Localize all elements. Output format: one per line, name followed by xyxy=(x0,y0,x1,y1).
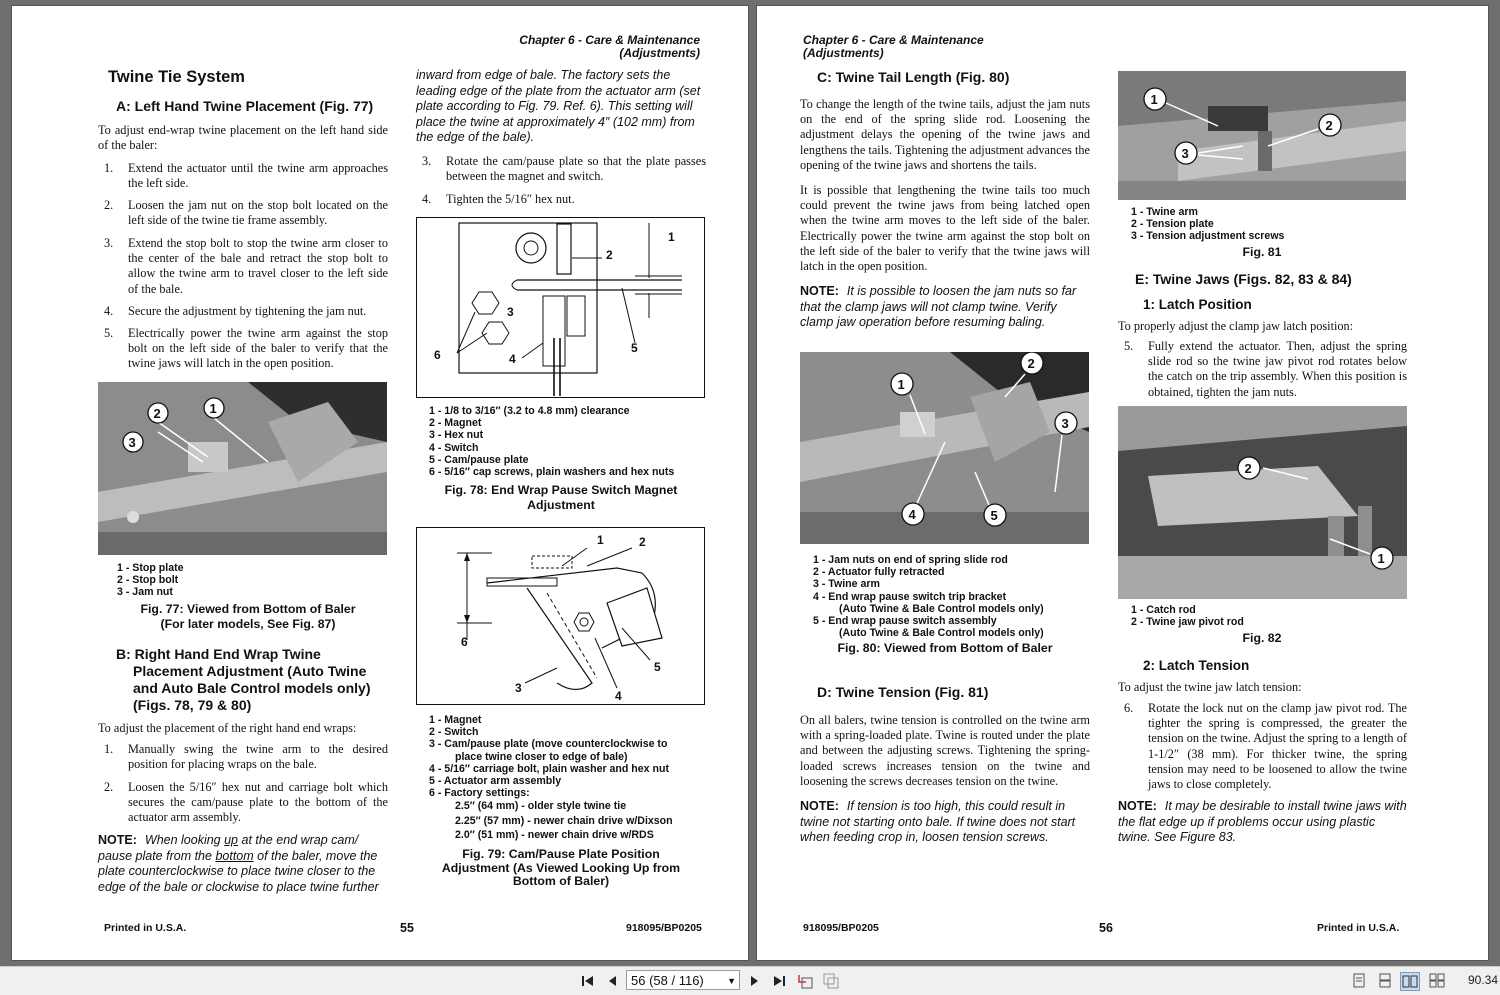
footer-right: 918095/BP0205 xyxy=(626,922,702,934)
continuous-facing-view-button[interactable] xyxy=(1428,972,1446,989)
diagram-label: 4 xyxy=(615,689,622,703)
diagram-label: 5 xyxy=(654,660,661,674)
subsection-title: 1: Latch Position xyxy=(1143,297,1252,312)
fig78-illustration xyxy=(417,218,704,397)
note-label: NOTE: xyxy=(98,833,137,847)
step-number: 2. xyxy=(104,780,114,794)
subsection-title: D: Twine Tension (Fig. 81) xyxy=(817,684,989,700)
caption-line: Fig. 79: Cam/Pause Plate Position xyxy=(462,847,660,861)
page-number: 56 xyxy=(1099,921,1113,935)
step-number: 3. xyxy=(104,236,114,250)
legend-item: 2.5″ (64 mm) - older style twine tie xyxy=(455,800,627,813)
continuous-page-icon xyxy=(1379,973,1391,988)
callout-label: 3 xyxy=(1061,416,1069,431)
continuous-facing-icon xyxy=(1429,973,1445,988)
fig81-illustration xyxy=(1118,71,1406,200)
footer-left: Printed in U.S.A. xyxy=(104,922,187,934)
list-item xyxy=(104,742,388,772)
list-item xyxy=(1124,339,1407,400)
step-text: Rotate the lock nut on the clamp jaw pivot rod. The tighter the spring is compressed, the greater the tension on the twine. Adjust the spring to a length of 1-1/2″ (38 mm). For thicker twine, the spring tension may need to be loosened to allow the twine jaws to close completely. xyxy=(1148,701,1407,792)
fig81-caption: Fig. 81 xyxy=(1242,245,1282,259)
note-text: It is possible to loosen the jam nuts so far that the clamp jaws will not clamp twine. Verify clamp jaw operation before resuming baling. xyxy=(800,284,1077,329)
pdf-toolbar xyxy=(0,966,1500,995)
diagram-label: 6 xyxy=(434,348,441,362)
legend-item: 5 - End wrap pause switch assembly xyxy=(813,615,997,628)
section-title: Twine Tie System xyxy=(108,68,245,86)
facing-pages-icon xyxy=(1402,975,1418,988)
continuous-view-button[interactable] xyxy=(1376,972,1394,989)
note-label: NOTE: xyxy=(800,799,839,813)
legend-item: (Auto Twine & Bale Control models only) xyxy=(839,627,1044,640)
single-page-icon xyxy=(1353,973,1365,988)
step-text: Manually swing the twine arm to the desired position for placing wraps on the bale. xyxy=(128,742,388,772)
caption-line: Adjustment (As Viewed Looking Up from xyxy=(441,860,681,875)
fig82-legend xyxy=(1131,604,1244,628)
previous-view-button[interactable] xyxy=(795,971,815,991)
callout-label: 1 xyxy=(897,377,905,392)
next-view-button[interactable] xyxy=(821,971,841,991)
footer-left: 918095/BP0205 xyxy=(803,922,879,934)
diagram-label: 3 xyxy=(515,681,522,695)
fig77-photo xyxy=(98,382,387,555)
fig77-legend xyxy=(117,562,184,599)
list-item xyxy=(104,198,388,228)
fig81-legend xyxy=(1131,206,1284,243)
list-item xyxy=(422,192,706,207)
step-number: 5. xyxy=(104,326,114,340)
header-line: (Adjustments) xyxy=(803,46,884,60)
step-text: Loosen the jam nut on the stop bolt located on the left side of the twine tie frame assembly. xyxy=(128,198,388,228)
note-emphasis: up xyxy=(224,833,239,847)
legend-item: 6 - Factory settings: xyxy=(429,787,530,800)
fig80-caption: Fig. 80: Viewed from Bottom of Baler xyxy=(837,641,1053,655)
legend-item: 2 - Twine jaw pivot rod xyxy=(1131,616,1244,629)
legend-item: 4 - 5/16″ carriage bolt, plain washer and hex nut xyxy=(429,762,669,775)
list-item xyxy=(422,154,706,184)
page-55 xyxy=(12,6,748,960)
diagram-label: 6 xyxy=(461,635,468,649)
fig79-legend xyxy=(429,714,673,843)
fig77-caption xyxy=(98,602,398,631)
last-page-icon xyxy=(772,975,786,987)
fig79-caption xyxy=(416,848,706,889)
facing-view-button[interactable] xyxy=(1400,972,1420,991)
prev-page-icon xyxy=(607,975,617,987)
legend-item: 3 - Jam nut xyxy=(117,586,173,599)
note xyxy=(98,833,390,895)
header-line: (Adjustments) xyxy=(619,46,700,60)
legend-item: 4 - Switch xyxy=(429,441,479,454)
paragraph: To properly adjust the clamp jaw latch position: xyxy=(1118,319,1354,333)
page-number-input[interactable] xyxy=(626,970,740,990)
legend-item: 2 - Switch xyxy=(429,726,479,739)
callout-label: 3 xyxy=(1181,146,1189,161)
footer-right: Printed in U.S.A. xyxy=(1317,922,1400,934)
step-text: Fully extend the actuator. Then, adjust the spring slide rod so the twine jaw pivot rod rotates below the catch on the trip assembly. When this position is obtained, tighten the jam nuts. xyxy=(1148,339,1407,399)
first-page-button[interactable] xyxy=(578,971,598,991)
paragraph: To change the length of the twine tails, adjust the jam nuts on the end of the spring slide rod. Loosening the adjustment delays the opening of the twine jaws and lengthens the tails. Tightening the adjustment advances the opening of the twine jaws and shortens the tails. xyxy=(800,97,1090,172)
note-emphasis: bottom xyxy=(215,848,254,863)
fig81-photo xyxy=(1118,71,1406,200)
note-continued: inward from edge of bale. The factory sets the leading edge of the plate from the actuator arm (set plate according to Fig. 79. Ref. 6). This setting will place the twine at approximately 4″ (102 mm) from the edge of the bale). xyxy=(416,68,701,144)
previous-view-icon xyxy=(797,973,813,989)
note xyxy=(1118,799,1408,846)
paragraph: To adjust the placement of the right hand end wraps: xyxy=(98,721,357,735)
title-line: and Auto Bale Control models only) xyxy=(133,680,371,696)
legend-item: 1 - 1/8 to 3/16″ (3.2 to 4.8 mm) clearance xyxy=(429,405,630,417)
fig80-photo xyxy=(800,352,1089,544)
callout-label: 2 xyxy=(153,406,161,421)
caption-line: Adjustment xyxy=(527,497,595,512)
subsection-title: A: Left Hand Twine Placement (Fig. 77) xyxy=(116,98,374,114)
fig82-illustration xyxy=(1118,406,1407,599)
list-item xyxy=(104,780,388,826)
prev-page-button[interactable] xyxy=(602,971,622,991)
step-text: Tighten the 5/16″ hex nut. xyxy=(446,192,575,206)
diagram-label: 3 xyxy=(507,305,514,319)
legend-item: 2.0″ (51 mm) - newer chain drive w/RDS xyxy=(455,829,654,842)
header-line: Chapter 6 - Care & Maintenance xyxy=(803,33,984,47)
legend-item: 5 - Cam/pause plate xyxy=(429,453,529,466)
fig78-caption xyxy=(416,483,706,512)
caption-line: (For later models, See Fig. 87) xyxy=(160,616,336,631)
legend-item: 1 - Twine arm xyxy=(1131,206,1198,218)
callout-label: 1 xyxy=(1377,551,1385,566)
note-text: It may be desirable to install twine jaws with the flat edge up if problems occur using plastic twine. See Figure 83. xyxy=(1118,799,1407,844)
legend-item: 2 - Actuator fully retracted xyxy=(813,566,945,579)
fig79-diagram xyxy=(416,527,705,705)
note-text: of the baler, move the plate counterclockwise to place twine closer to the edge of the bale or clockwise to place twine further xyxy=(98,848,379,894)
note xyxy=(800,799,1092,846)
first-page-icon xyxy=(581,975,595,987)
fig78-legend xyxy=(429,405,674,478)
fig82-photo xyxy=(1118,406,1407,599)
legend-item: 2 - Magnet xyxy=(429,417,482,430)
next-page-button[interactable] xyxy=(745,971,765,991)
fig77-illustration xyxy=(98,382,387,555)
list-item xyxy=(104,236,388,297)
legend-item: (Auto Twine & Bale Control models only) xyxy=(839,602,1044,615)
title-line: B: Right Hand End Wrap Twine xyxy=(116,646,321,662)
diagram-label: 5 xyxy=(631,341,638,355)
diagram-label: 1 xyxy=(597,533,604,547)
page-56 xyxy=(757,6,1488,960)
legend-item: 3 - Cam/pause plate (move counterclockwise to xyxy=(429,738,668,751)
step-number: 2. xyxy=(104,198,114,212)
step-text: Rotate the cam/pause plate so that the plate passes between the magnet and switch. xyxy=(446,154,706,184)
diagram-label: 1 xyxy=(668,230,675,244)
legend-item: 3 - Hex nut xyxy=(429,429,484,442)
note-label: NOTE: xyxy=(1118,799,1157,813)
fig80-legend xyxy=(813,554,1044,639)
fig80-illustration xyxy=(800,352,1089,544)
legend-item: 4 - End wrap pause switch trip bracket xyxy=(813,590,1007,603)
legend-item: place twine closer to edge of bale) xyxy=(455,750,628,763)
header-line: Chapter 6 - Care & Maintenance xyxy=(519,33,700,47)
legend-item: 1 - Jam nuts on end of spring slide rod xyxy=(813,554,1008,566)
step-number: 6. xyxy=(1124,701,1134,715)
callout-label: 2 xyxy=(1325,118,1333,133)
legend-item: 3 - Tension adjustment screws xyxy=(1131,230,1285,243)
step-number: 4. xyxy=(422,192,432,206)
callout-label: 1 xyxy=(209,401,217,416)
page-header xyxy=(432,34,700,60)
step-number: 5. xyxy=(1124,339,1134,353)
legend-item: 2 - Tension plate xyxy=(1131,218,1214,231)
zoom-level[interactable]: 90.34 xyxy=(1467,973,1498,987)
step-text: Extend the actuator until the twine arm approaches the left side. xyxy=(128,161,388,191)
subsection-title xyxy=(116,646,371,714)
list-item xyxy=(104,304,388,319)
callout-label: 1 xyxy=(1150,92,1158,107)
callout-label: 3 xyxy=(128,435,136,450)
callout-label: 5 xyxy=(990,508,998,523)
page-header xyxy=(803,34,984,60)
note-text: at the end wrap cam/ pause plate from the xyxy=(98,833,359,863)
next-page-icon xyxy=(750,975,760,987)
step-text: Secure the adjustment by tightening the jam nut. xyxy=(128,304,367,318)
legend-item: 6 - 5/16″ cap screws, plain washers and hex nuts xyxy=(429,466,675,479)
legend-item: 2 - Stop bolt xyxy=(117,574,179,587)
list-item xyxy=(104,161,388,191)
legend-item: 1 - Magnet xyxy=(429,714,482,726)
step-text: Electrically power the twine arm against the stop bolt on the left side of the baler to verify that the twine jaws will latch in the open position. xyxy=(128,326,388,371)
legend-item: 5 - Actuator arm assembly xyxy=(429,775,562,788)
caption-line: Bottom of Baler) xyxy=(512,874,610,888)
list-item xyxy=(104,326,388,372)
caption-line: Fig. 77: Viewed from Bottom of Baler xyxy=(140,602,356,616)
list-item xyxy=(1124,701,1407,792)
step-text: Loosen the 5/16″ hex nut and carriage bolt which secures the cam/pause plate to the bottom of the actuator arm assembly. xyxy=(128,780,388,825)
title-line: Placement Adjustment (Auto Twine xyxy=(133,663,367,679)
note-text: When looking xyxy=(144,833,225,847)
paragraph: To adjust the twine jaw latch tension: xyxy=(1118,680,1302,694)
subsection-title: 2: Latch Tension xyxy=(1143,658,1250,673)
callout-label: 4 xyxy=(908,507,916,522)
caption-line: Fig. 78: End Wrap Pause Switch Magnet xyxy=(444,483,678,497)
paragraph: On all balers, twine tension is controlled on the twine arm with a spring-loaded plate. Twine is routed under the plate and between the adjusting screws. Tightening the spring-loaded screws increases tension on the twine and loosening the screws decreases tension on the twine. xyxy=(800,713,1090,788)
note-label: NOTE: xyxy=(800,284,839,298)
fig78-diagram xyxy=(416,217,705,398)
step-number: 4. xyxy=(104,304,114,318)
title-line: (Figs. 78, 79 & 80) xyxy=(133,697,252,713)
step-number: 3. xyxy=(422,154,432,168)
diagram-label: 4 xyxy=(509,352,516,366)
subsection-title: C: Twine Tail Length (Fig. 80) xyxy=(817,69,1010,85)
note-text: If tension is too high, this could result in twine not starting onto bale. If twine does not start when feeding crop in, loosen tension screws. xyxy=(800,799,1076,844)
next-view-icon xyxy=(823,973,839,989)
note xyxy=(800,284,1090,331)
page-number-value: 56 (58 / 116) xyxy=(631,973,704,988)
paragraph: It is possible that lengthening the twine tails too much could prevent the twine jaws from being latched open when the twine arm moves to the left side of the baler. Electrically power the twine arm against the stop bolt on the left side of the baler to verify that the twine jaws will latch in the open position. xyxy=(800,183,1090,274)
step-number: 1. xyxy=(104,742,114,756)
step-number: 1. xyxy=(104,161,114,175)
legend-item: 1 - Catch rod xyxy=(1131,604,1196,616)
single-page-view-button[interactable] xyxy=(1350,972,1368,989)
callout-label: 2 xyxy=(1027,356,1035,371)
paragraph: To adjust end-wrap twine placement on the left hand side of the baler: xyxy=(98,123,388,153)
legend-item: 3 - Twine arm xyxy=(813,578,880,591)
diagram-label: 2 xyxy=(606,248,613,262)
last-page-button[interactable] xyxy=(769,971,789,991)
fig79-illustration xyxy=(417,528,704,704)
callout-label: 2 xyxy=(1244,461,1252,476)
fig82-caption: Fig. 82 xyxy=(1242,631,1282,645)
legend-item: 2.25″ (57 mm) - newer chain drive w/Dixson xyxy=(455,814,673,827)
subsection-title: E: Twine Jaws (Figs. 82, 83 & 84) xyxy=(1135,271,1352,287)
page-number: 55 xyxy=(400,921,414,935)
step-text: Extend the stop bolt to stop the twine arm closer to the center of the bale and retract the stop bolt to allow the twine arm to travel closer to the left side of the bale. xyxy=(128,236,388,296)
chevron-down-icon[interactable]: ▼ xyxy=(727,976,736,986)
diagram-label: 2 xyxy=(639,535,646,549)
legend-item: 1 - Stop plate xyxy=(117,562,184,574)
